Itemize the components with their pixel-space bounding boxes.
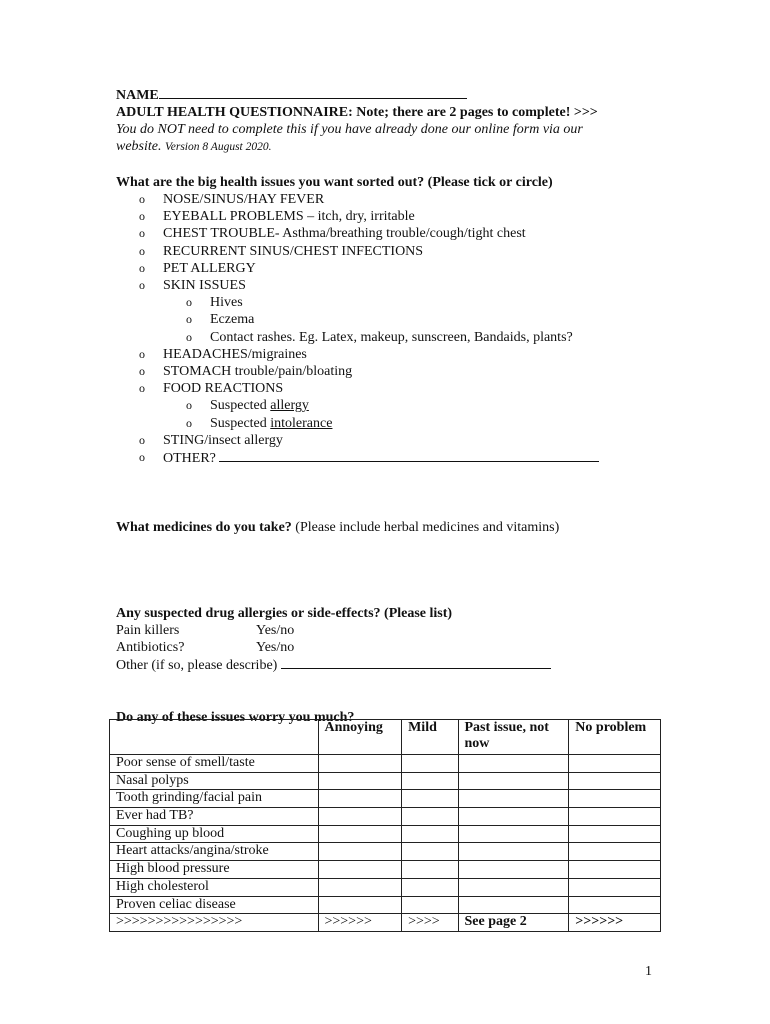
header-cell: No problem <box>569 720 661 755</box>
table-cell[interactable] <box>318 896 402 914</box>
item-label: RECURRENT SINUS/CHEST INFECTIONS <box>163 243 424 259</box>
list-item[interactable] <box>116 380 676 432</box>
list-item[interactable] <box>116 243 676 260</box>
table-cell[interactable] <box>569 896 661 914</box>
item-label: Hives <box>210 295 243 311</box>
table-cell[interactable] <box>402 755 458 773</box>
list-item[interactable] <box>116 225 676 242</box>
item-label: HEADACHES/migraines <box>163 346 307 362</box>
item-label: FOOD REACTIONS <box>163 381 284 397</box>
circle-bullet-icon: o <box>186 295 192 310</box>
sub-list-item[interactable] <box>163 294 676 311</box>
table-footer-row <box>110 914 661 932</box>
table-cell[interactable] <box>402 772 458 790</box>
table-row <box>110 755 661 773</box>
skin-sublist <box>163 294 676 346</box>
item-underlined-word: allergy <box>270 398 309 414</box>
other-blank[interactable] <box>219 449 599 462</box>
table-cell[interactable] <box>402 861 458 879</box>
circle-bullet-icon: o <box>139 346 145 361</box>
list-item[interactable] <box>116 432 676 449</box>
item-prefix: Suspected <box>210 415 271 431</box>
table-cell[interactable] <box>318 825 402 843</box>
table-cell[interactable] <box>569 825 661 843</box>
item-label: SKIN ISSUES <box>163 278 246 294</box>
table-cell[interactable] <box>569 772 661 790</box>
table-cell[interactable] <box>402 790 458 808</box>
note-website: website. <box>116 139 162 154</box>
table-cell[interactable] <box>402 843 458 861</box>
table-row <box>110 896 661 914</box>
other-drug-label: Other (if so, please describe) <box>116 658 278 674</box>
table-cell[interactable] <box>569 878 661 896</box>
table-cell[interactable] <box>318 808 402 826</box>
circle-bullet-icon: o <box>186 415 192 430</box>
table-cell[interactable] <box>318 861 402 879</box>
circle-bullet-icon: o <box>139 209 145 224</box>
online-form-note: You do NOT need to complete this if you have already done our online form via our <box>116 122 583 137</box>
table-row <box>110 772 661 790</box>
pain-killers-row[interactable] <box>116 622 676 639</box>
food-sublist <box>163 397 676 431</box>
worry-table <box>109 719 661 932</box>
table-header-row <box>110 720 661 755</box>
table-cell[interactable] <box>569 861 661 879</box>
health-issues-list <box>116 191 676 467</box>
row-label: Ever had TB? <box>110 808 319 826</box>
item-label: Eczema <box>210 312 255 328</box>
table-row <box>110 843 661 861</box>
table-cell[interactable] <box>458 878 569 896</box>
row-label: Heart attacks/angina/stroke <box>110 843 319 861</box>
header-cell: Mild <box>402 720 458 755</box>
table-cell[interactable] <box>569 808 661 826</box>
list-item[interactable] <box>116 346 676 363</box>
table-cell[interactable] <box>318 790 402 808</box>
table-row <box>110 790 661 808</box>
table-cell[interactable] <box>402 808 458 826</box>
header-cell: Annoying <box>318 720 402 755</box>
name-line <box>116 86 676 104</box>
row-label: Antibiotics? <box>116 640 185 656</box>
footer-cell: >>>> <box>402 914 458 932</box>
table-cell[interactable] <box>569 755 661 773</box>
row-label: Nasal polyps <box>110 772 319 790</box>
table-cell[interactable] <box>402 825 458 843</box>
row-label: Poor sense of smell/taste <box>110 755 319 773</box>
circle-bullet-icon: o <box>139 260 145 275</box>
list-item[interactable] <box>116 449 676 467</box>
form-title: ADULT HEALTH QUESTIONNAIRE: Note; there are 2 pages to complete! >>> <box>116 105 598 120</box>
table-cell[interactable] <box>318 755 402 773</box>
table-row <box>110 861 661 879</box>
list-item[interactable] <box>116 260 676 277</box>
medicines-question-bold: What medicines do you take? <box>116 520 292 536</box>
table-row <box>110 825 661 843</box>
table-cell[interactable] <box>458 772 569 790</box>
sub-list-item[interactable] <box>163 415 676 432</box>
row-label: High cholesterol <box>110 878 319 896</box>
table-cell[interactable] <box>458 790 569 808</box>
header-cell: Past issue, not now <box>458 720 569 755</box>
list-item[interactable] <box>116 191 676 208</box>
circle-bullet-icon: o <box>139 226 145 241</box>
antibiotics-row[interactable] <box>116 639 676 656</box>
circle-bullet-icon: o <box>186 329 192 344</box>
row-label: Pain killers <box>116 623 180 639</box>
other-drug-row <box>116 656 676 674</box>
table-cell[interactable] <box>458 755 569 773</box>
worry-question: Do any of these issues worry you much? <box>116 710 355 726</box>
circle-bullet-icon: o <box>186 312 192 327</box>
name-label: NAME <box>116 88 159 103</box>
list-item[interactable] <box>116 277 676 346</box>
row-label: Tooth grinding/facial pain <box>110 790 319 808</box>
online-form-note-2 <box>116 138 676 156</box>
table-cell[interactable] <box>458 808 569 826</box>
item-label: EYEBALL PROBLEMS – itch, dry, irritable <box>163 209 415 225</box>
item-label: OTHER? <box>163 451 216 467</box>
table-cell[interactable] <box>402 878 458 896</box>
row-label: High blood pressure <box>110 861 319 879</box>
item-label: NOSE/SINUS/HAY FEVER <box>163 192 325 207</box>
sub-list-item[interactable] <box>163 329 676 346</box>
medicines-question-note: (Please include herbal medicines and vitamins) <box>291 520 560 536</box>
table-row <box>110 878 661 896</box>
drug-allergies-question: Any suspected drug allergies or side-effects? (Please list) <box>116 606 453 622</box>
table-cell[interactable] <box>318 843 402 861</box>
table-cell[interactable] <box>318 878 402 896</box>
table-cell[interactable] <box>569 843 661 861</box>
circle-bullet-icon: o <box>139 364 145 379</box>
yes-no-option[interactable]: Yes/no <box>256 640 295 656</box>
circle-bullet-icon: o <box>139 432 145 447</box>
circle-bullet-icon: o <box>139 192 145 206</box>
footer-cell: >>>>>> <box>318 914 402 932</box>
list-item[interactable] <box>116 208 676 225</box>
table-cell[interactable] <box>458 843 569 861</box>
sub-list-item[interactable] <box>163 311 676 328</box>
other-drug-blank[interactable] <box>281 656 551 669</box>
circle-bullet-icon: o <box>186 398 192 413</box>
row-label: Proven celiac disease <box>110 896 319 914</box>
sub-list-item[interactable] <box>163 397 676 414</box>
circle-bullet-icon: o <box>139 243 145 258</box>
row-label: Coughing up blood <box>110 825 319 843</box>
version-label: Version 8 August 2020. <box>165 141 272 153</box>
item-label: PET ALLERGY <box>163 260 256 276</box>
footer-cell: >>>>>> <box>569 914 661 932</box>
item-label: STING/insect allergy <box>163 432 283 448</box>
footer-cell: >>>>>>>>>>>>>>>> <box>110 914 319 932</box>
item-label: STOMACH trouble/pain/bloating <box>163 364 353 380</box>
name-blank[interactable] <box>159 86 467 99</box>
table-cell[interactable] <box>318 772 402 790</box>
table-cell[interactable] <box>458 825 569 843</box>
yes-no-option[interactable]: Yes/no <box>256 623 295 639</box>
header-cell <box>110 720 319 755</box>
table-row <box>110 808 661 826</box>
circle-bullet-icon: o <box>139 381 145 396</box>
list-item[interactable] <box>116 363 676 380</box>
medicines-question <box>116 519 676 536</box>
item-prefix: Suspected <box>210 398 271 414</box>
see-page-2-link[interactable]: See page 2 <box>458 914 569 932</box>
circle-bullet-icon: o <box>139 450 145 465</box>
health-issues-question: What are the big health issues you want sorted out? (Please tick or circle) <box>116 175 553 190</box>
table-cell[interactable] <box>569 790 661 808</box>
item-label: CHEST TROUBLE- Asthma/breathing trouble/cough/tight chest <box>163 226 526 242</box>
table-cell[interactable] <box>458 861 569 879</box>
item-underlined-word: intolerance <box>270 415 333 431</box>
circle-bullet-icon: o <box>139 278 145 293</box>
table-cell[interactable] <box>402 896 458 914</box>
item-label: Contact rashes. Eg. Latex, makeup, sunscreen, Bandaids, plants? <box>210 329 573 345</box>
questionnaire-page <box>116 86 676 726</box>
page-number: 1 <box>645 964 652 979</box>
table-cell[interactable] <box>458 896 569 914</box>
